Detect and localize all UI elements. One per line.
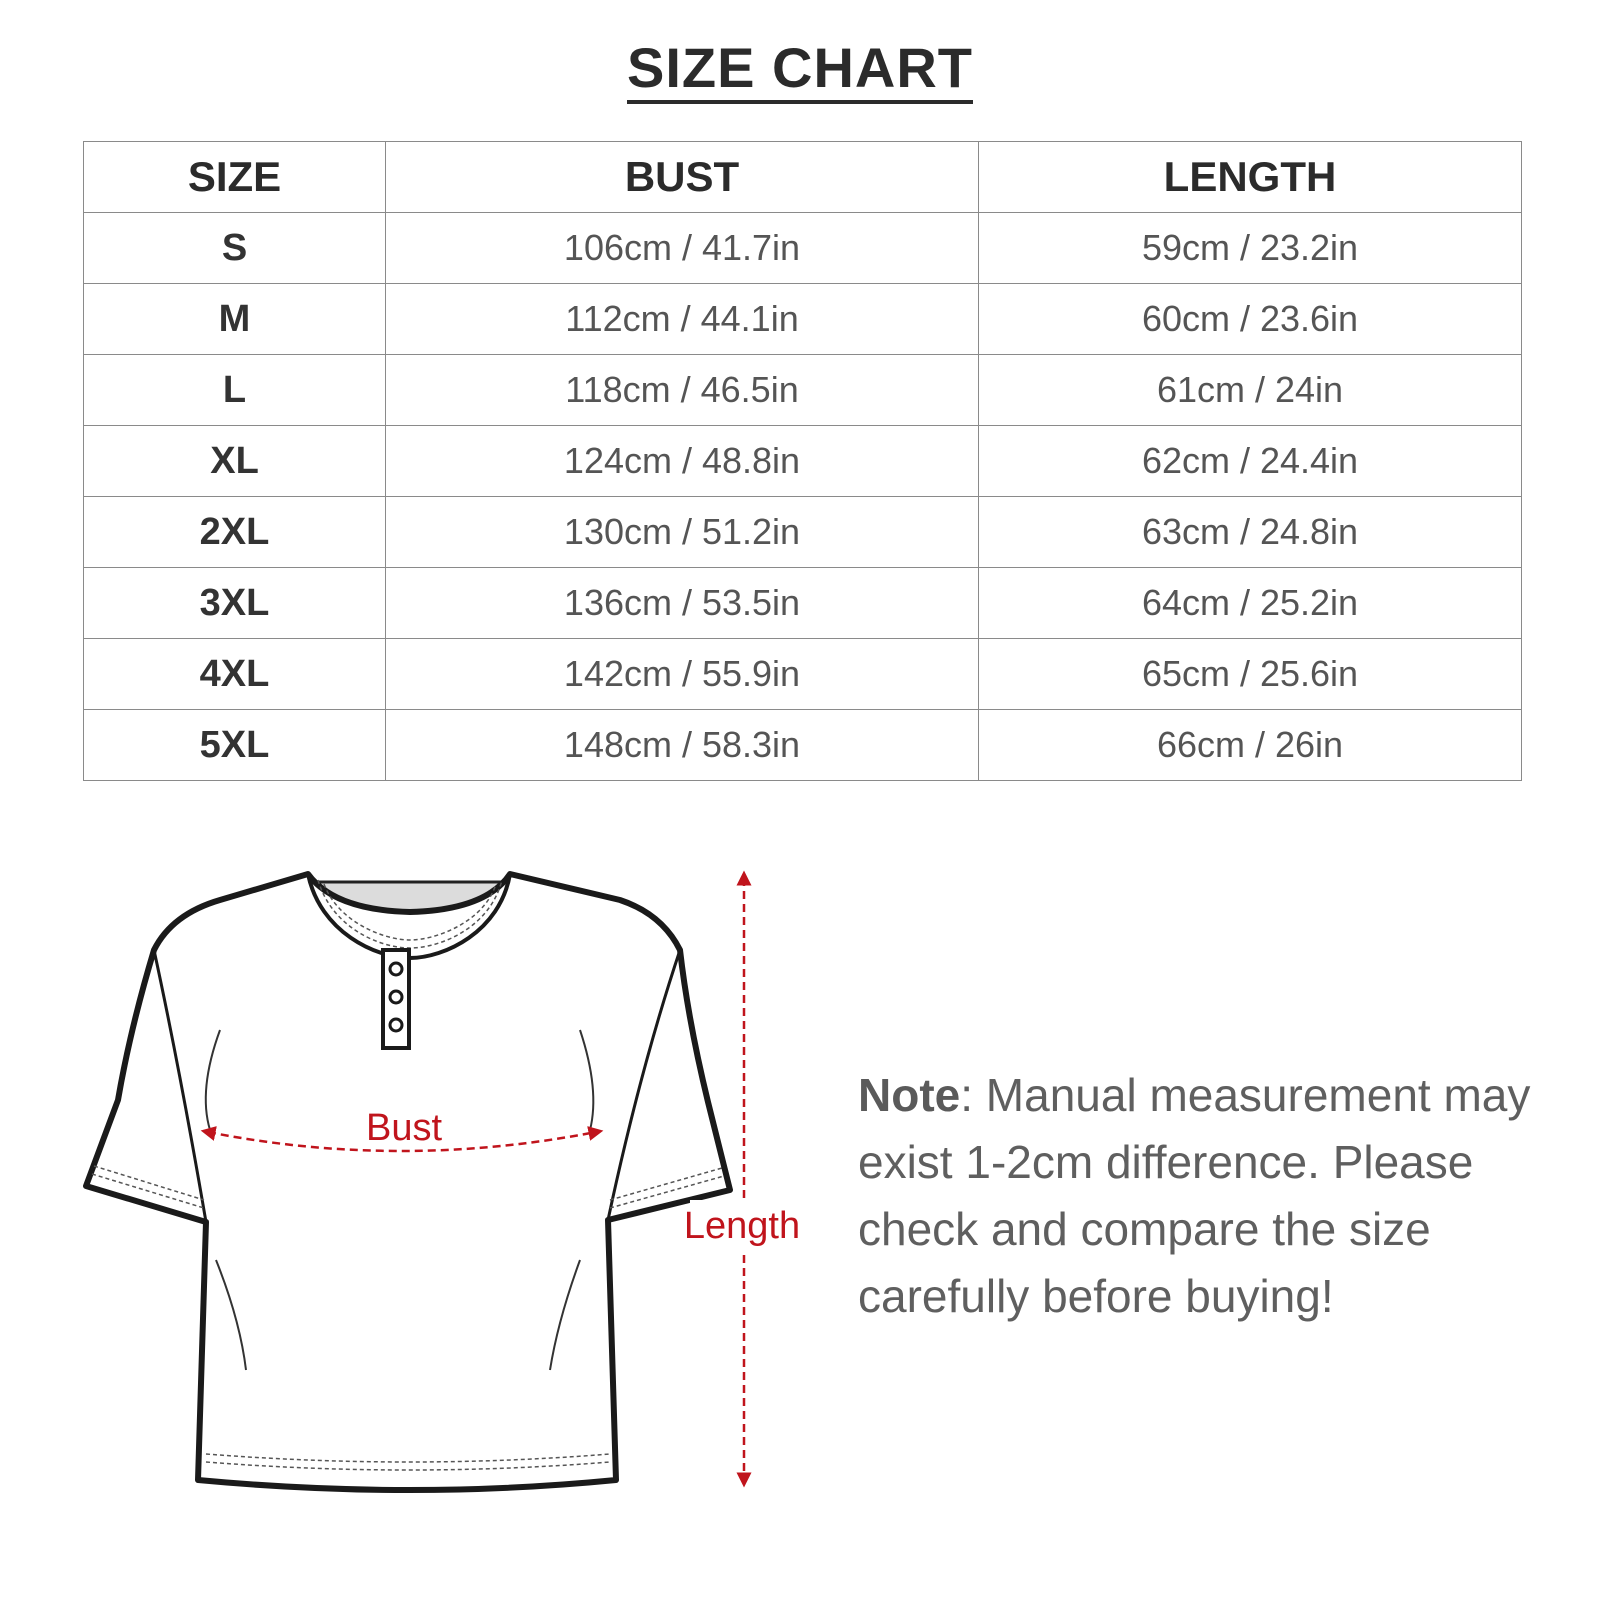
length-cell: 60cm / 23.6in bbox=[979, 284, 1522, 355]
size-cell: S bbox=[84, 213, 386, 284]
table-row bbox=[84, 568, 1522, 639]
header-length: LENGTH bbox=[979, 142, 1522, 213]
size-cell: 2XL bbox=[84, 497, 386, 568]
size-cell: 4XL bbox=[84, 639, 386, 710]
size-chart-title bbox=[0, 38, 1600, 104]
table-row bbox=[84, 710, 1522, 781]
table-row bbox=[84, 426, 1522, 497]
table-header-row bbox=[84, 142, 1522, 213]
bust-cell: 142cm / 55.9in bbox=[386, 639, 979, 710]
size-cell: XL bbox=[84, 426, 386, 497]
note-label: Note bbox=[858, 1069, 961, 1121]
bust-cell: 148cm / 58.3in bbox=[386, 710, 979, 781]
bust-cell: 112cm / 44.1in bbox=[386, 284, 979, 355]
length-cell: 64cm / 25.2in bbox=[979, 568, 1522, 639]
size-cell: 3XL bbox=[84, 568, 386, 639]
size-cell: L bbox=[84, 355, 386, 426]
table-row bbox=[84, 284, 1522, 355]
length-label: Length bbox=[683, 1205, 801, 1247]
size-table bbox=[83, 141, 1522, 781]
length-cell: 62cm / 24.4in bbox=[979, 426, 1522, 497]
bust-cell: 118cm / 46.5in bbox=[386, 355, 979, 426]
header-size: SIZE bbox=[84, 142, 386, 213]
button-icon bbox=[390, 963, 402, 975]
note bbox=[858, 1062, 1578, 1330]
length-cell: 59cm / 23.2in bbox=[979, 213, 1522, 284]
length-cell: 65cm / 25.6in bbox=[979, 639, 1522, 710]
table-row bbox=[84, 497, 1522, 568]
bust-cell: 106cm / 41.7in bbox=[386, 213, 979, 284]
bust-cell: 136cm / 53.5in bbox=[386, 568, 979, 639]
bust-cell: 124cm / 48.8in bbox=[386, 426, 979, 497]
header-bust: BUST bbox=[386, 142, 979, 213]
length-cell: 61cm / 24in bbox=[979, 355, 1522, 426]
button-icon bbox=[390, 1019, 402, 1031]
length-cell: 63cm / 24.8in bbox=[979, 497, 1522, 568]
note-text: : Manual measurement may exist 1-2cm difference. Please check and compare the size carefully before buying! bbox=[858, 1069, 1531, 1322]
size-cell: 5XL bbox=[84, 710, 386, 781]
bust-cell: 130cm / 51.2in bbox=[386, 497, 979, 568]
table-row bbox=[84, 355, 1522, 426]
bust-label: Bust bbox=[365, 1107, 443, 1149]
length-cell: 66cm / 26in bbox=[979, 710, 1522, 781]
table-row bbox=[84, 639, 1522, 710]
tshirt-diagram bbox=[80, 870, 840, 1540]
title-text: SIZE CHART bbox=[627, 38, 973, 104]
button-icon bbox=[390, 991, 402, 1003]
size-cell: M bbox=[84, 284, 386, 355]
table-row bbox=[84, 213, 1522, 284]
